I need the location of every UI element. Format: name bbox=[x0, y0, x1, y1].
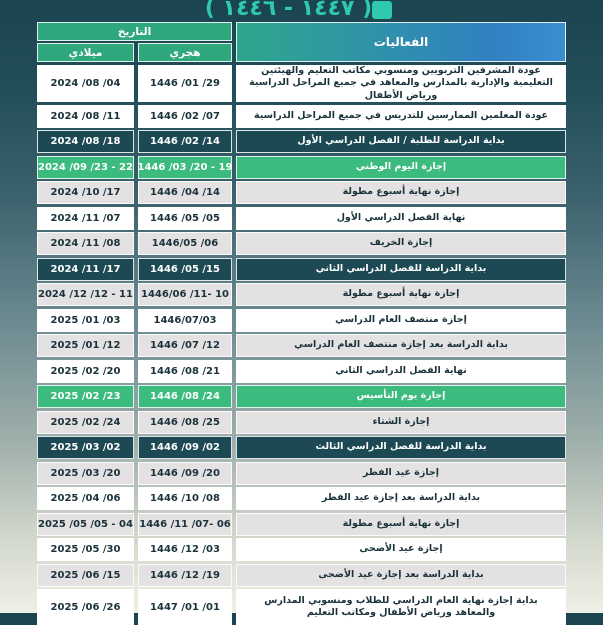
hijri-date-cell: 1446 /08 /25 bbox=[138, 411, 232, 434]
event-cell: نهاية الفصل الدراسي الثاني bbox=[236, 360, 566, 383]
event-cell: بداية الدراسة للفصل الدراسي الثالث bbox=[236, 436, 566, 459]
gregorian-date-cell: 2024 /08 /04 bbox=[37, 65, 134, 102]
table-row bbox=[37, 589, 566, 625]
table-row bbox=[37, 513, 566, 536]
gregorian-date-cell: 2024 /12 /12 - 11 bbox=[37, 283, 134, 306]
gregorian-date-cell: 2025 /01 /03 bbox=[37, 309, 134, 332]
table-row bbox=[37, 360, 566, 383]
event-cell: عودة المشرفين التربويين ومنسوبي مكاتب التعليم والهيئتين التعليمية والإدارية بالمدارس والمعاهد في جميع المراحل الدراسية ورياض الأطفال bbox=[236, 65, 566, 102]
event-cell: بداية إجازة نهاية العام الدراسي للطلاب ومنسوبي المدارس والمعاهد ورياض الأطفال ومكاتب التعليم bbox=[236, 589, 566, 625]
event-cell: إجازة منتصف العام الدراسي bbox=[236, 309, 566, 332]
gregorian-date-cell: 2025 /01 /12 bbox=[37, 334, 134, 357]
table-row bbox=[37, 207, 566, 230]
table-row bbox=[37, 65, 566, 102]
hijri-date-cell: 1446 /02 /07 bbox=[138, 105, 232, 128]
hijri-date-cell: 1446 /03 /20 - 19 bbox=[138, 156, 232, 179]
hijri-date-cell: 1446 /05 /05 bbox=[138, 207, 232, 230]
hijri-date-cell: 1446 /12 /19 bbox=[138, 564, 232, 587]
calendar-icon bbox=[372, 1, 392, 19]
table-row bbox=[37, 105, 566, 128]
hijri-date-cell: 1446/05 /06 bbox=[138, 232, 232, 255]
table-row bbox=[37, 156, 566, 179]
event-cell: إجازة نهاية أسبوع مطولة bbox=[236, 513, 566, 536]
event-cell: بداية الدراسة للفصل الدراسي الثاني bbox=[236, 258, 566, 281]
hijri-date-cell: 1446 /07 /12 bbox=[138, 334, 232, 357]
event-cell: إجازة الخريف bbox=[236, 232, 566, 255]
table-row bbox=[37, 411, 566, 434]
table-row bbox=[37, 436, 566, 459]
table-row bbox=[37, 258, 566, 281]
gregorian-date-cell: 2024 /10 /17 bbox=[37, 181, 134, 204]
gregorian-date-cell: 2025 /03 /02 bbox=[37, 436, 134, 459]
table-row bbox=[37, 130, 566, 153]
gregorian-column-header: ميلادي bbox=[37, 43, 134, 62]
table-row bbox=[37, 334, 566, 357]
calendar-table bbox=[37, 22, 566, 625]
event-cell: بداية الدراسة للطلبة / الفصل الدراسي الأول bbox=[236, 130, 566, 153]
event-cell: إجازة اليوم الوطني bbox=[236, 156, 566, 179]
table-row bbox=[37, 462, 566, 485]
gregorian-date-cell: 2025 /02 /23 bbox=[37, 385, 134, 408]
gregorian-date-cell: 2024 /08 /11 bbox=[37, 105, 134, 128]
event-cell: بداية الدراسة بعد إجازة عيد الأضحى bbox=[236, 564, 566, 587]
page-title-years: ( ١٤٤٧ - ١٤٤٦ ) bbox=[204, 0, 373, 21]
hijri-date-cell: 1446 /05 /15 bbox=[138, 258, 232, 281]
hijri-date-cell: 1446 /12 /03 bbox=[138, 538, 232, 561]
table-row bbox=[37, 232, 566, 255]
table-row bbox=[37, 181, 566, 204]
event-cell: إجازة نهاية أسبوع مطولة bbox=[236, 283, 566, 306]
page-title-text bbox=[205, 0, 398, 21]
hijri-date-cell: 1446 /10 /08 bbox=[138, 487, 232, 510]
table-row bbox=[37, 309, 566, 332]
table-row bbox=[37, 538, 566, 561]
event-cell: عودة المعلمين الممارسين للتدريس في جميع المراحل الدراسية bbox=[236, 105, 566, 128]
event-cell: نهاية الفصل الدراسي الأول bbox=[236, 207, 566, 230]
event-cell: بداية الدراسة بعد إجازة عيد الفطر bbox=[236, 487, 566, 510]
hijri-date-cell: 1446 /08 /24 bbox=[138, 385, 232, 408]
events-column-header: الفعاليات bbox=[236, 22, 566, 62]
gregorian-date-cell: 2024 /11 /07 bbox=[37, 207, 134, 230]
hijri-date-cell: 1446 /09 /02 bbox=[138, 436, 232, 459]
table-row bbox=[37, 385, 566, 408]
gregorian-date-cell: 2024 /09 /23 - 22 bbox=[37, 156, 134, 179]
hijri-column-header: هجري bbox=[138, 43, 232, 62]
table-row bbox=[37, 487, 566, 510]
hijri-date-cell: 1446/06 /11- 10 bbox=[138, 283, 232, 306]
table-body bbox=[37, 65, 566, 625]
gregorian-date-cell: 2025 /02 /20 bbox=[37, 360, 134, 383]
hijri-date-cell: 1446/07/03 bbox=[138, 309, 232, 332]
gregorian-date-cell: 2024 /11 /08 bbox=[37, 232, 134, 255]
gregorian-date-cell: 2025 /05 /05 - 04 bbox=[37, 513, 134, 536]
hijri-date-cell: 1446 /08 /21 bbox=[138, 360, 232, 383]
hijri-date-cell: 1446 /02 /14 bbox=[138, 130, 232, 153]
event-cell: إجازة عيد الفطر bbox=[236, 462, 566, 485]
event-cell: إجازة يوم التأسيس bbox=[236, 385, 566, 408]
date-group-header: التاريخ bbox=[37, 22, 232, 41]
table-row bbox=[37, 564, 566, 587]
gregorian-date-cell: 2025 /03 /20 bbox=[37, 462, 134, 485]
event-cell: إجازة الشتاء bbox=[236, 411, 566, 434]
gregorian-date-cell: 2025 /02 /24 bbox=[37, 411, 134, 434]
hijri-date-cell: 1447 /01 /01 bbox=[138, 589, 232, 625]
gregorian-date-cell: 2024 /11 /17 bbox=[37, 258, 134, 281]
event-cell: إجازة نهاية أسبوع مطولة bbox=[236, 181, 566, 204]
hijri-date-cell: 1446 /01 /29 bbox=[138, 65, 232, 102]
gregorian-date-cell: 2025 /06 /15 bbox=[37, 564, 134, 587]
gregorian-date-cell: 2025 /05 /30 bbox=[37, 538, 134, 561]
gregorian-date-cell: 2025 /06 /26 bbox=[37, 589, 134, 625]
hijri-date-cell: 1446 /09 /20 bbox=[138, 462, 232, 485]
table-row bbox=[37, 283, 566, 306]
gregorian-date-cell: 2025 /04 /06 bbox=[37, 487, 134, 510]
page-title-clipped bbox=[0, 0, 603, 21]
hijri-date-cell: 1446 /04 /14 bbox=[138, 181, 232, 204]
event-cell: إجازة عيد الأضحى bbox=[236, 538, 566, 561]
event-cell: بداية الدراسة بعد إجازة منتصف العام الدراسي bbox=[236, 334, 566, 357]
date-column-group bbox=[37, 22, 232, 62]
table-header bbox=[37, 22, 566, 62]
date-subheaders bbox=[37, 43, 232, 62]
hijri-date-cell: 1446 /11 /07- 06 bbox=[138, 513, 232, 536]
gregorian-date-cell: 2024 /08 /18 bbox=[37, 130, 134, 153]
